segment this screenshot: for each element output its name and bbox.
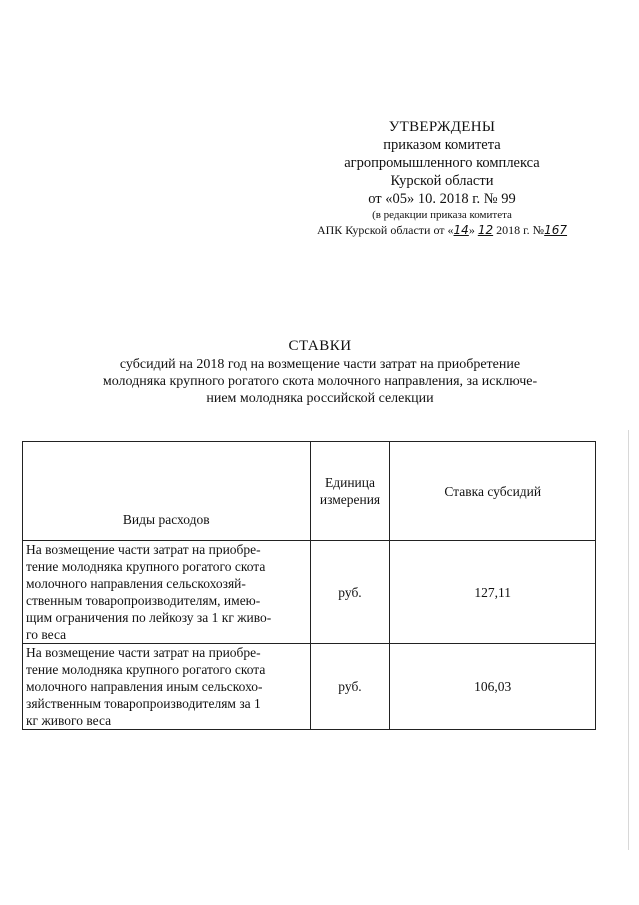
- row-1-unit: руб.: [310, 541, 390, 644]
- subsidy-rates-table: [22, 441, 596, 730]
- header-expense-type: Виды расходов: [23, 442, 311, 541]
- table-row: [23, 644, 596, 730]
- row-2-desc-line: На возмещение части затрат на приобре-: [26, 645, 261, 660]
- row-1-desc-line: щим ограничения по лейкозу за 1 кг живо-: [26, 610, 272, 625]
- row-2-desc-line: молочного направления иным сельскохо-: [26, 679, 263, 694]
- row-2-desc-line: тение молодняка крупного рогатого скота: [26, 662, 266, 677]
- approval-line-2: агропромышленного комплекса: [344, 155, 540, 171]
- edition-note-line-2: [292, 223, 592, 238]
- edition-note-line-1: (в редакции приказа комитета: [372, 209, 512, 221]
- row-1-desc-line: го веса: [26, 627, 67, 642]
- document-subtitle-line-3: нием молодняка российской селекции: [206, 391, 434, 406]
- approval-stamp: [292, 118, 592, 238]
- edition-number: 167: [544, 223, 568, 237]
- row-1-description: [23, 541, 311, 644]
- approval-heading: УТВЕРЖДЕНЫ: [388, 119, 496, 135]
- document-title-block: [60, 338, 580, 407]
- table-row: [23, 541, 596, 644]
- edition-year: 2018 г. №: [493, 223, 545, 237]
- document-subtitle-line-1: субсидий на 2018 год на возмещение части затрат на приобретение: [119, 357, 521, 372]
- header-unit-line-1: Единица: [324, 475, 375, 490]
- edition-day: 14: [453, 223, 469, 237]
- row-1-desc-line: молочного направления сельскохозяй-: [26, 576, 246, 591]
- row-1-desc-line: ственным товаропроизводителям, имею-: [26, 593, 261, 608]
- document-title: СТАВКИ: [288, 338, 352, 354]
- approval-date-number: от «05» 10. 2018 г. № 99: [368, 191, 516, 207]
- edition-month: 12: [477, 223, 494, 237]
- row-2-rate: 106,03: [390, 644, 596, 730]
- approval-line-1: приказом комитета: [383, 137, 501, 153]
- scan-edge-shadow: [628, 430, 629, 850]
- approval-line-3: Курской области: [390, 173, 494, 189]
- row-2-desc-line: кг живого веса: [26, 713, 112, 728]
- row-1-desc-line: тение молодняка крупного рогатого скота: [26, 559, 266, 574]
- row-2-unit: руб.: [310, 644, 390, 730]
- edition-prefix: АПК Курской области от «: [316, 223, 454, 237]
- document-subtitle-line-2: молодняка крупного рогатого скота молочного направления, за исключе-: [102, 374, 538, 389]
- header-unit-line-2: измерения: [319, 492, 381, 507]
- row-1-rate: 127,11: [390, 541, 596, 644]
- row-2-desc-line: зяйственным товаропроизводителям за 1: [26, 696, 261, 711]
- edition-quote: »: [468, 223, 475, 237]
- table-header-row: [23, 442, 596, 541]
- header-unit: [310, 442, 390, 541]
- row-1-desc-line: На возмещение части затрат на приобре-: [26, 542, 261, 557]
- row-2-description: [23, 644, 311, 730]
- header-rate: Ставка субсидий: [390, 442, 596, 541]
